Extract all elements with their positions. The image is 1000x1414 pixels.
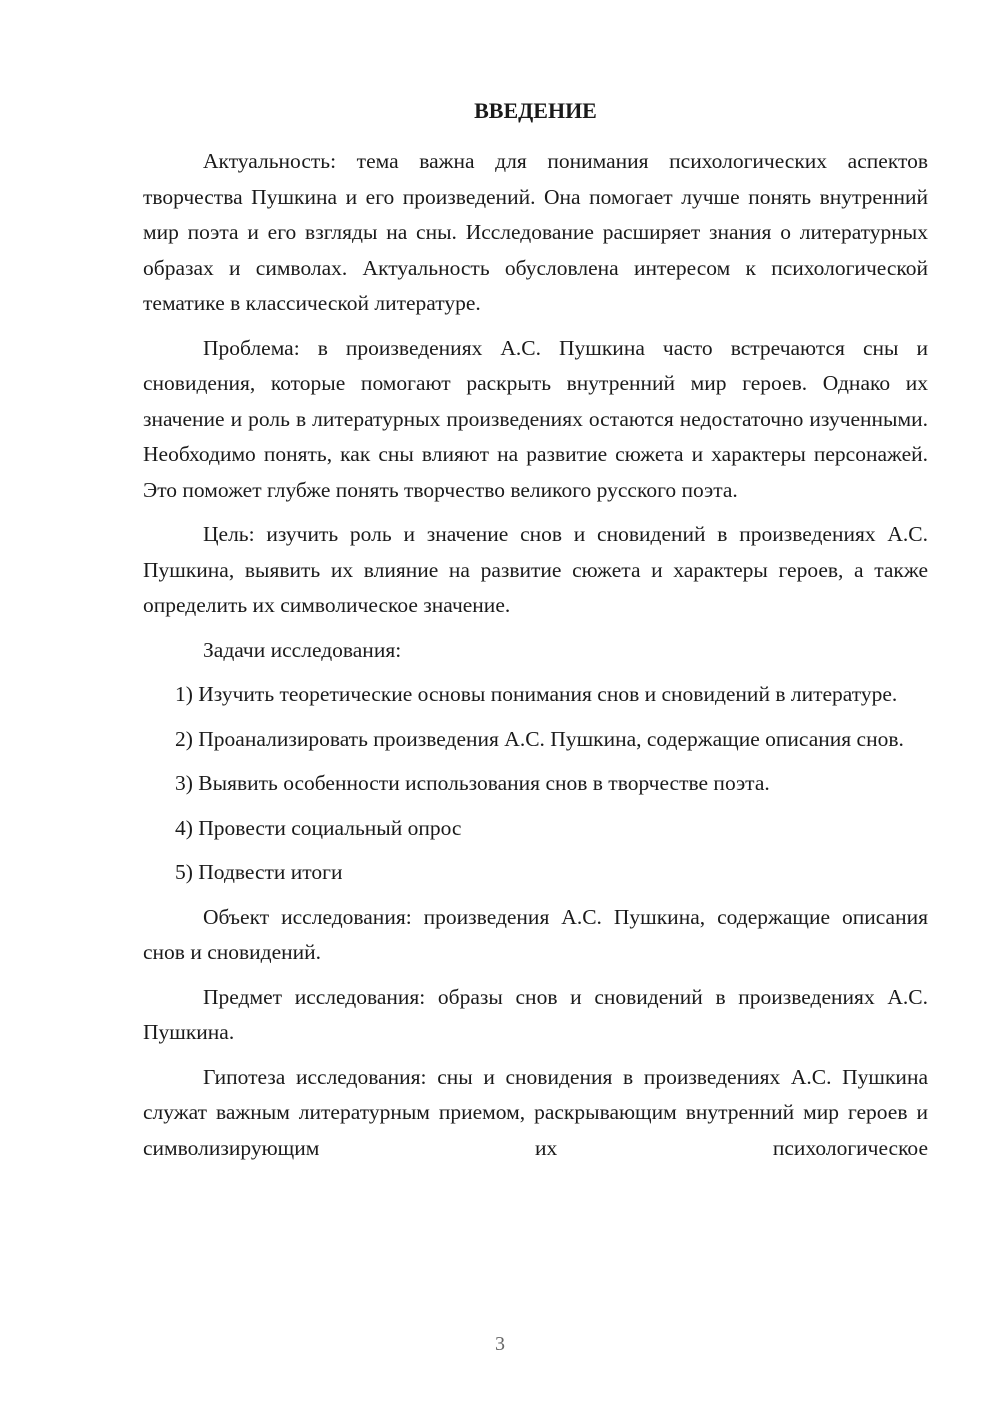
paragraph-goal: Цель: изучить роль и значение снов и сновидений в произведениях А.С. Пушкина, выявить их влияние на развитие сюжета и характеры героев, а также определить их символическое значение. <box>143 522 928 617</box>
paragraph-object: Объект исследования: произведения А.С. Пушкина, содержащие описания снов и сновидений. <box>143 904 928 964</box>
page-number: 3 <box>495 1333 505 1355</box>
paragraph-hypothesis: Гипотеза исследования: сны и сновидения в произведениях А.С. Пушкина служат важным литературным приемом, раскрывающим внутренний мир героев и символизирующим их психологическое <box>143 1064 928 1160</box>
paragraph-tasks-heading: Задачи исследования: <box>203 637 402 662</box>
paragraph-relevance: Актуальность: тема важна для понимания психологических аспектов творчества Пушкина и его произведений. Она помогает лучше понять внутренний мир поэта и его взгляды на сны. Исследование расширяет знания о литературных образах и символах. Актуальность обусловлена интересом к психологической тематике в классической литературе. <box>143 149 928 315</box>
task-item-3: 3) Выявить особенности использования снов в творчестве поэта. <box>175 771 770 795</box>
paragraph-problem: Проблема: в произведениях А.С. Пушкина часто встречаются сны и сновидения, которые помогают раскрыть внутренний мир героев. Однако их значение и роль в литературных произведениях остаются недостаточно изученными. Необходимо понять, как сны влияют на развитие сюжета и характеры персонажей. Это поможет глубже понять творчество великого русского поэта. <box>143 335 928 502</box>
document-body <box>143 95 928 1175</box>
paragraph-subject: Предмет исследования: образы снов и сновидений в произведениях А.С. Пушкина. <box>143 984 928 1044</box>
section-title: ВВЕДЕНИЕ <box>474 98 597 123</box>
task-item-5: 5) Подвести итоги <box>175 860 343 884</box>
task-item-2: 2) Проанализировать произведения А.С. Пушкина, содержащие описания снов. <box>175 726 904 751</box>
task-item-4: 4) Провести социальный опрос <box>175 815 462 840</box>
task-item-1: 1) Изучить теоретические основы понимания снов и сновидений в литературе. <box>175 682 898 706</box>
